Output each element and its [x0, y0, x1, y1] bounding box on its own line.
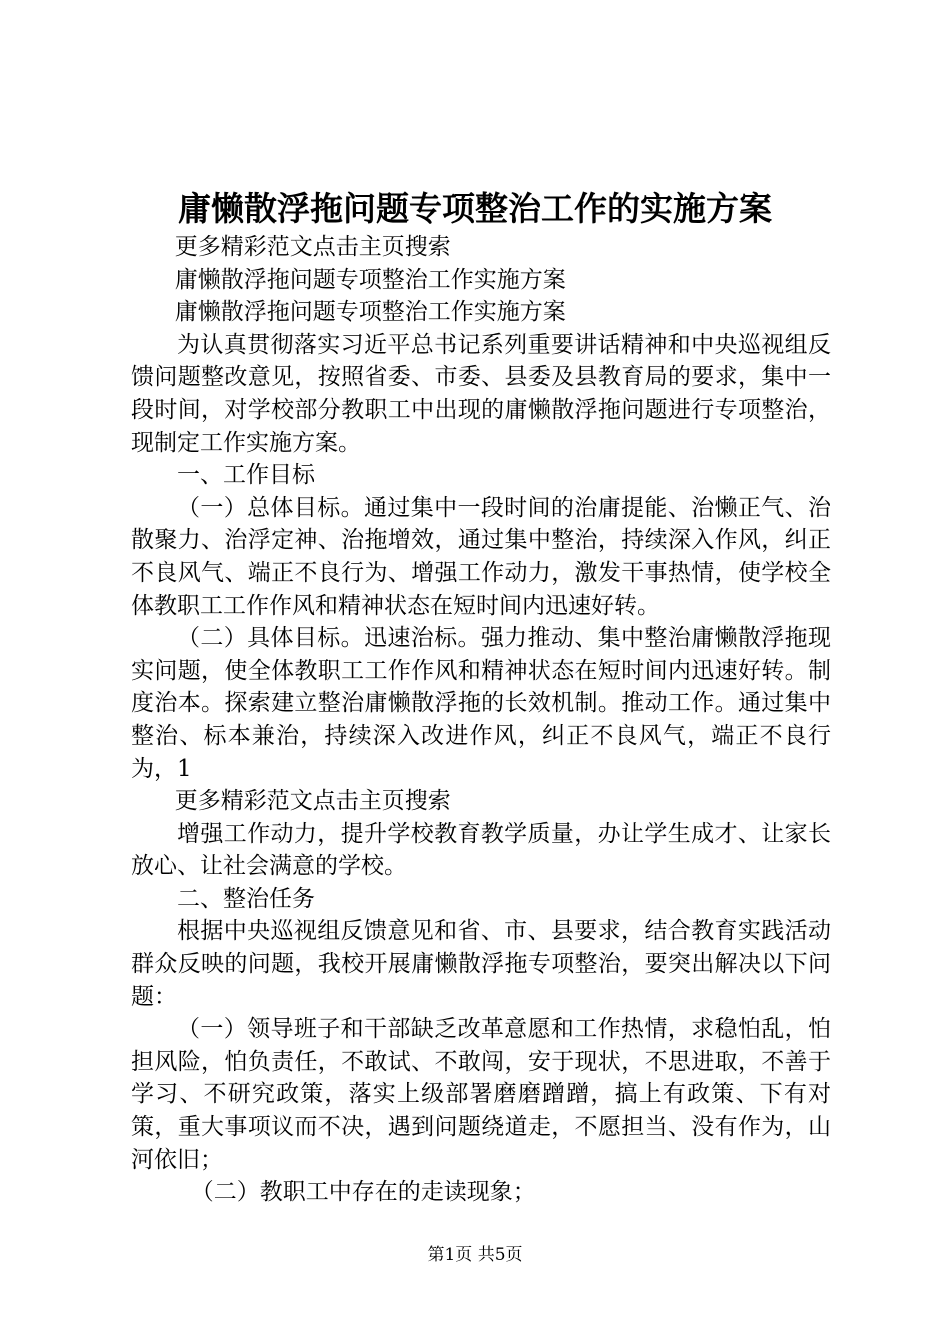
page-footer: 第1页 共5页: [427, 1245, 523, 1265]
paragraph-overall-goal: （一）总体目标。通过集中一段时间的治庸提能、治懒正气、治散聚力、治浮定神、治拖增效，通过集中整治，持续深入作风，纠正不良风气、端正不良行为、增强工作动力，激发干事热情，使学校全体教职工工作作风和精神状态在短时间内迅速好转。: [131, 494, 831, 619]
section-heading-goals: 一、工作目标: [177, 462, 315, 489]
paragraph-specific-goal: （二）具体目标。迅速治标。强力推动、集中整治庸懒散浮拖现实问题，使全体教职工工作作风和精神状态在短时间内迅速好转。制度治本。探索建立整治庸懒散浮拖的长效机制。推动工作。通过集中整治、标本兼治，持续深入改进作风，纠正不良风气，端正不良行为，1: [131, 625, 831, 782]
document-title: 庸懒散浮拖问题专项整治工作的实施方案: [178, 189, 772, 228]
paragraph-goal-continued: 增强工作动力，提升学校教育教学质量，办让学生成才、让家长放心、让社会满意的学校。: [131, 820, 831, 880]
paragraph-tasks-intro: 根据中央巡视组反馈意见和省、市、县要求，结合教育实践活动群众反映的问题，我校开展庸懒散浮拖专项整治，要突出解决以下问题：: [131, 918, 831, 1010]
section-heading-tasks: 二、整治任务: [177, 885, 315, 912]
paragraph-task-1: （一）领导班子和干部缺乏改革意愿和工作热情，求稳怕乱，怕担风险，怕负责任，不敢试、不敢闯，安于现状，不思进取，不善于学习、不研究政策，落实上级部署磨磨蹭蹭，搞上有政策、下有对策，重大事项议而不决，遇到问题绕道走，不愿担当、没有作为，山河依旧；: [131, 1016, 831, 1173]
document-body: [131, 231, 831, 1209]
paragraph-more-link-1: 更多精彩范文点击主页搜索: [174, 234, 451, 260]
paragraph-intro: 为认真贯彻落实习近平总书记系列重要讲话精神和中央巡视组反馈问题整改意见，按照省委、市委、县委及县教育局的要求，集中一段时间，对学校部分教职工中出现的庸懒散浮拖问题进行专项整治，现制定工作实施方案。: [131, 331, 831, 456]
paragraph-subtitle-2: 庸懒散浮拖问题专项整治工作实施方案: [174, 299, 566, 326]
paragraph-more-link-2: 更多精彩范文点击主页搜索: [174, 788, 451, 815]
paragraph-subtitle-1: 庸懒散浮拖问题专项整治工作实施方案: [174, 266, 566, 293]
paragraph-task-2: （二）教职工中存在的走读现象；: [190, 1179, 536, 1206]
